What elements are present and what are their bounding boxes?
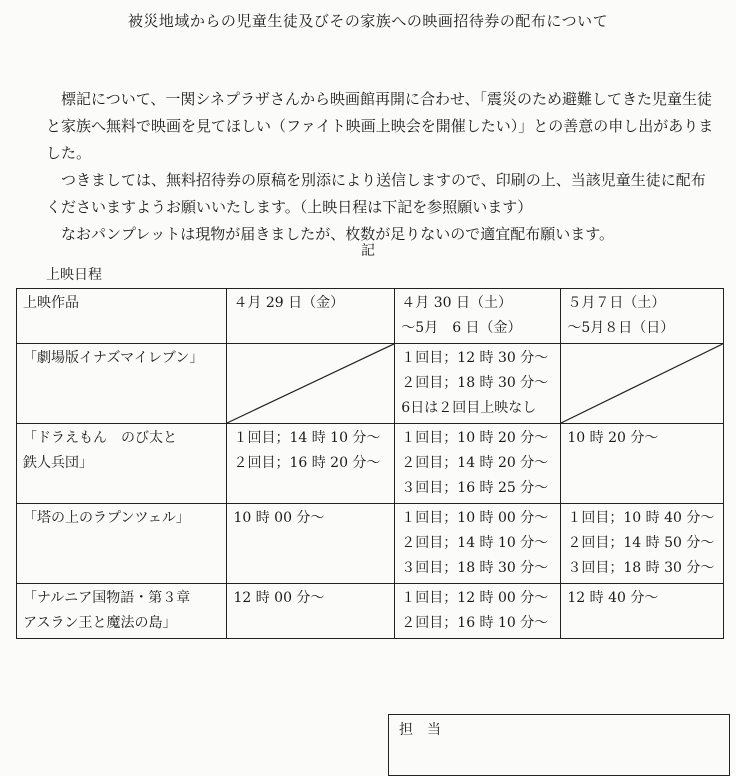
showtime-line: １回目；10 時 00 分～ bbox=[401, 510, 549, 526]
header-date-2-line-1: ４月 30 日（土） bbox=[401, 295, 512, 311]
header-date-2-line-2: ～5月 6 日（金） bbox=[401, 320, 522, 336]
showtime-line: ２回目；16 時 10 分～ bbox=[401, 615, 549, 631]
table-row bbox=[17, 424, 724, 504]
showtime-line: ３回目；16 時 25 分～ bbox=[401, 480, 549, 496]
no-showing-cell bbox=[227, 344, 395, 424]
showtime-cell bbox=[227, 584, 395, 639]
no-showing-cell bbox=[561, 344, 724, 424]
contact-box bbox=[388, 714, 730, 776]
document-title: 被災地域からの児童生徒及びその家族への映画招待券の配布について bbox=[127, 12, 609, 30]
showtime-cell bbox=[395, 584, 561, 639]
table-row bbox=[17, 504, 724, 584]
showtime-line: ２回目；14 時 20 分～ bbox=[401, 455, 549, 471]
schedule-label: 上映日程 bbox=[46, 267, 102, 283]
showtime-line: ２回目；18 時 30 分～ bbox=[401, 375, 549, 391]
header-title-text: 上映作品 bbox=[23, 295, 79, 311]
showtime-line: ２回目；14 時 50 分～ bbox=[567, 535, 715, 551]
movie-title-line: 鉄人兵団」 bbox=[23, 455, 93, 471]
showtime-note: 6日は２回目上映なし bbox=[401, 400, 537, 416]
movie-title-line: 「塔の上のラプンツェル」 bbox=[23, 510, 190, 526]
showtime-cell bbox=[561, 424, 724, 504]
showtime-cell bbox=[395, 344, 561, 424]
header-date-1-line-1: ４月 29 日（金） bbox=[233, 295, 345, 311]
ki-heading: 記 bbox=[361, 243, 375, 259]
header-date-3 bbox=[561, 289, 724, 344]
movie-title-line: 「ナルニア国物語・第３章 bbox=[23, 590, 191, 606]
table-row bbox=[17, 584, 724, 639]
header-date-2 bbox=[395, 289, 561, 344]
schedule-table bbox=[16, 288, 724, 639]
header-date-3-line-1: ５月７日（土） bbox=[567, 295, 666, 311]
paragraph-2: つきましては、無料招待券の原稿を別添により送信しますので、印刷の上、当該児童生徒に配布くださいますようお願いいたします。（上映日程は下記を参照願います） bbox=[46, 171, 706, 216]
showtime-line: 12 時 00 分～ bbox=[233, 590, 325, 606]
movie-title-line: 「ドラえもん のび太と bbox=[23, 430, 177, 446]
movie-title-cell bbox=[17, 504, 227, 584]
showtime-line: １回目；10 時 20 分～ bbox=[401, 430, 549, 446]
showtime-line: １回目；14 時 10 分～ bbox=[233, 430, 381, 446]
paragraph-3: なおパンプレットは現物が届きましたが、枚数が足りないので適宜配布願います。 bbox=[61, 225, 615, 243]
showtime-line: ２回目；14 時 10 分～ bbox=[401, 535, 549, 551]
diagonal-strike bbox=[561, 344, 723, 423]
showtime-cell bbox=[395, 504, 561, 584]
showtime-line: 12 時 40 分～ bbox=[567, 590, 659, 606]
showtime-cell bbox=[227, 504, 395, 584]
showtime-cell bbox=[395, 424, 561, 504]
schedule-header-row bbox=[17, 289, 724, 344]
movie-title-cell bbox=[17, 584, 227, 639]
header-date-3-line-2: ～5月８日（日） bbox=[567, 320, 675, 336]
body-paragraphs bbox=[46, 86, 716, 248]
showtime-cell bbox=[561, 584, 724, 639]
movie-title-line: アスラン王と魔法の島」 bbox=[23, 615, 177, 631]
showtime-line: １回目；12 時 30 分～ bbox=[401, 350, 549, 366]
movie-title-cell bbox=[17, 344, 227, 424]
diagonal-strike bbox=[227, 344, 394, 423]
header-date-1 bbox=[227, 289, 395, 344]
showtime-cell bbox=[561, 504, 724, 584]
showtime-line: ３回目；18 時 30 分～ bbox=[401, 560, 549, 576]
showtime-line: １回目；10 時 40 分～ bbox=[567, 510, 715, 526]
movie-title-line: 「劇場版イナズマイレブン」 bbox=[23, 350, 204, 366]
showtime-line: ２回目；16 時 20 分～ bbox=[233, 455, 381, 471]
showtime-line: 10 時 00 分～ bbox=[233, 510, 325, 526]
contact-label: 担 当 bbox=[399, 722, 441, 738]
movie-title-cell bbox=[17, 424, 227, 504]
table-row bbox=[17, 344, 724, 424]
showtime-line: １回目；12 時 00 分～ bbox=[401, 590, 549, 606]
showtime-cell bbox=[227, 424, 395, 504]
paragraph-1: 標記について、一関シネプラザさんから映画館再開に合わせ、「震災のため避難してきた児童生徒と家族へ無料で映画を見てほしい（ファイト映画上映会を開催したい）」との善意の申し出がありました。 bbox=[46, 90, 714, 162]
header-title-col bbox=[17, 289, 227, 344]
showtime-line: ３回目；18 時 30 分～ bbox=[567, 560, 715, 576]
showtime-line: 10 時 20 分～ bbox=[567, 430, 659, 446]
